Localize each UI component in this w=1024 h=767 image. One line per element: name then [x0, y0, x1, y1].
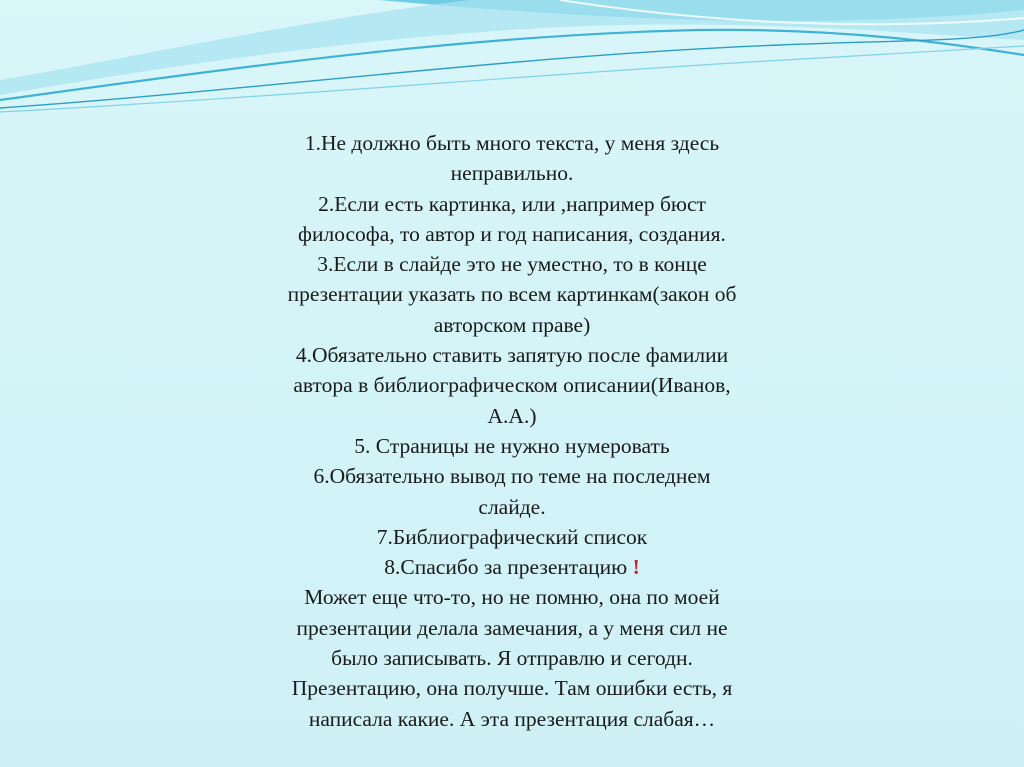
note-line: написала какие. А эта презентация слабая… — [308, 706, 716, 731]
note-line: Может еще что-то, но не помню, она по моей — [304, 585, 720, 610]
text-line: 4.Обязательно ставить запятую после фамилии — [295, 343, 729, 368]
text-line: авторском праве) — [433, 312, 591, 337]
text-line: презентации указать по всем картинкам(закон об — [287, 282, 737, 307]
text-line: автора в библиографическом описании(Иванов, — [293, 373, 731, 398]
text-line: 6.Обязательно вывод по теме на последнем — [313, 464, 711, 489]
text-line: А.А.) — [487, 403, 537, 428]
wave-band-fill — [0, 0, 1024, 95]
note-line: было записывать. Я отправлю и сегодн. — [331, 646, 693, 671]
text-line: 5. Страницы не нужно нумеровать — [354, 433, 670, 458]
thanks-text: 8.Спасибо за презентацию — [384, 555, 633, 580]
slide-body-text — [180, 128, 844, 734]
text-line: 7.Библиографический список — [376, 524, 648, 549]
text-line: слайде. — [478, 494, 546, 519]
text-line: неправильно. — [450, 161, 574, 186]
thanks-line — [180, 552, 844, 582]
exclamation-mark: ! — [632, 555, 640, 580]
text-line: 1.Не должно быть много текста, у меня здесь — [304, 131, 720, 155]
note-line: Презентацию, она получше. Там ошибки есть, я — [291, 676, 733, 701]
text-line: философа, то автор и год написания, создания. — [298, 221, 726, 246]
note-line: презентации делала замечания, а у меня сил не — [296, 615, 728, 640]
decorative-waves — [0, 0, 1024, 130]
text-line: 3.Если в слайде это не уместно, то в конце — [317, 252, 707, 277]
text-line: 2.Если есть картинка, или ,например бюст — [318, 191, 706, 216]
